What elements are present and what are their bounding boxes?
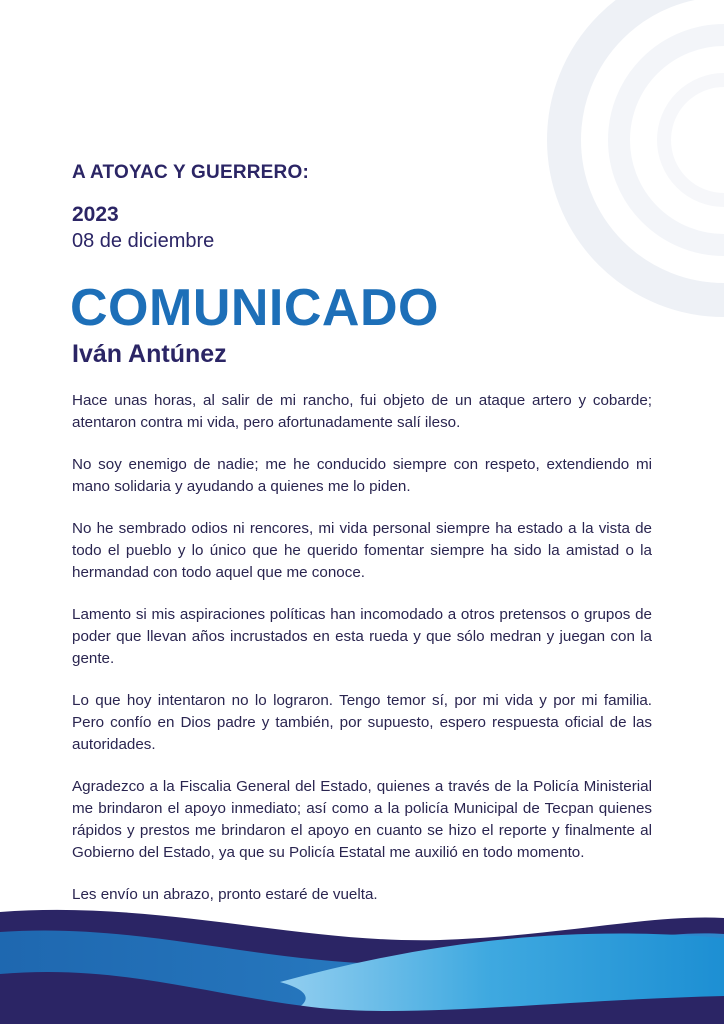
paragraph: Les envío un abrazo, pronto estaré de vuelta. xyxy=(72,886,378,903)
date: 08 de diciembre xyxy=(72,230,215,252)
paragraph: Hace unas horas, al salir de mi rancho, fui objeto de un ataque artero y cobarde; atentaron contra mi vida, pero afortunadamente salí ileso. xyxy=(72,392,652,431)
paragraph: Lo que hoy intentaron no lo lograron. Tengo temor sí, por mi vida y por mi familia. Pero confío en Dios padre y también, por supuesto, espero respuesta oficial de las autoridades. xyxy=(72,692,652,753)
decorative-arcs-graphic xyxy=(424,0,724,340)
paragraph: No he sembrado odios ni rencores, mi vida personal siempre ha estado a la vista de todo el pueblo y lo único que he querido fomentar siempre ha sido la amistad o la hermandad con todo aquel que me conoce. xyxy=(72,520,652,581)
addressee: A ATOYAC Y GUERRERO: xyxy=(72,162,309,183)
year: 2023 xyxy=(72,203,119,226)
paragraph: No soy enemigo de nadie; me he conducido siempre con respeto, extendiendo mi mano solidaria y ayudando a quienes me lo piden. xyxy=(72,456,652,495)
paragraph: Lamento si mis aspiraciones políticas han incomodado a otros pretensos o grupos de poder que llevan años incrustados en esta rueda y que sólo medran y juegan con la gente. xyxy=(72,606,652,667)
paragraph: Agradezco a la Fiscalia General del Estado, quienes a través de la Policía Ministerial me brindaron el apoyo inmediato; así como a la policía Municipal de Tecpan quienes rápidos y prestos me brindaron el apoyo en cuanto se hizo el reporte y finalmente al Gobierno del Estado, ya que su Policía Estatal me auxilió en todo momento. xyxy=(72,778,652,861)
statement-text xyxy=(72,390,652,926)
author-name: Iván Antúnez xyxy=(72,340,227,368)
page-title: COMUNICADO xyxy=(70,279,439,337)
decorative-wave-footer xyxy=(0,904,724,1024)
